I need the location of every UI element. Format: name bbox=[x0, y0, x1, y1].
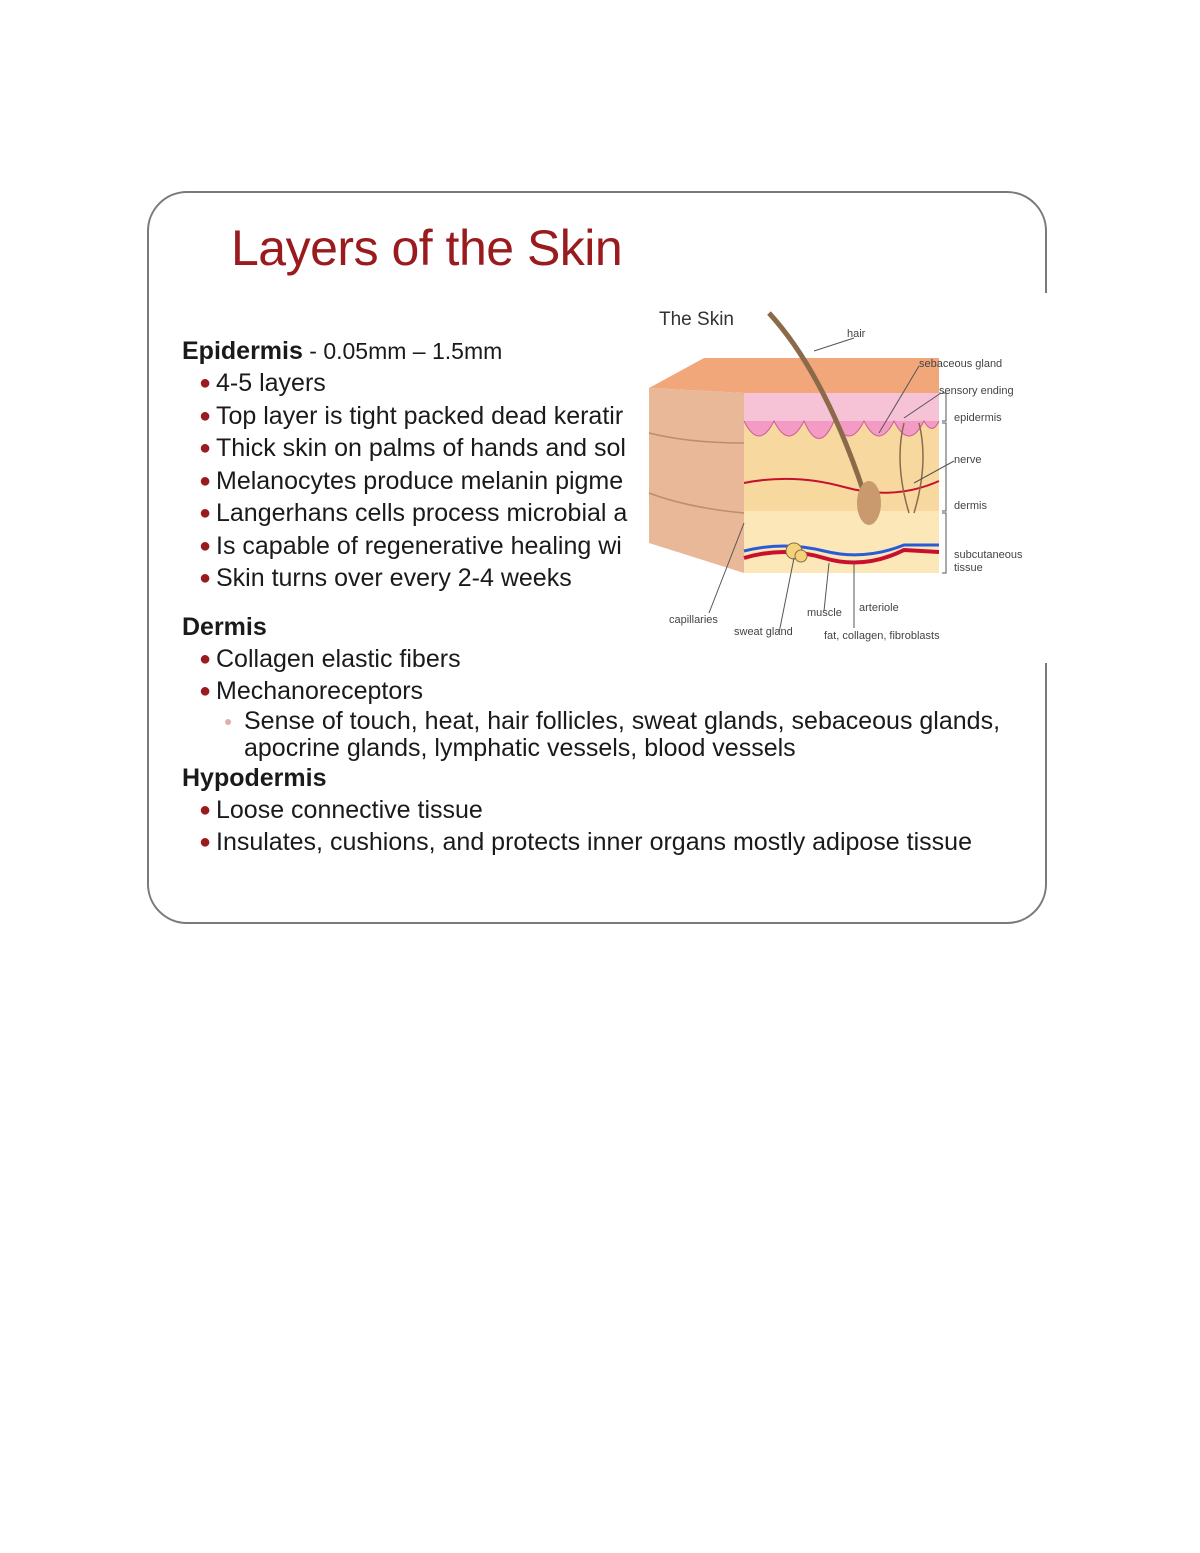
label-sensory-ending: sensory ending bbox=[939, 385, 1014, 397]
slide-title: Layers of the Skin bbox=[231, 220, 623, 276]
sub-bullet-icon: ● bbox=[224, 712, 233, 729]
section-heading-hypodermis: Hypodermis bbox=[182, 763, 327, 792]
label-arteriole: arteriole bbox=[859, 602, 899, 614]
sub-list-item-text: Sense of touch, heat, hair follicles, sweat glands, sebaceous glands, apocrine glands, lymphatic vessels, blood vessels bbox=[244, 706, 1001, 762]
bullet-icon: ● bbox=[199, 798, 212, 821]
label-tissue: tissue bbox=[954, 562, 983, 574]
diagram-title: The Skin bbox=[659, 309, 734, 330]
label-dermis: dermis bbox=[954, 500, 988, 512]
label-subcutaneous: subcutaneous bbox=[954, 549, 1023, 561]
skin-cross-section-illustration bbox=[649, 293, 1049, 663]
bullet-icon: ● bbox=[199, 647, 212, 670]
skin-side-face bbox=[649, 388, 744, 573]
sub-list-item bbox=[224, 706, 1022, 762]
list-item-text: Insulates, cushions, and protects inner organs mostly adipose tissue bbox=[216, 828, 972, 856]
label-hair: hair bbox=[847, 328, 866, 340]
list-item-text: Thick skin on palms of hands and sol bbox=[216, 434, 626, 462]
list-item-text: Skin turns over every 2-4 weeks bbox=[216, 564, 572, 592]
dermis-sublist-wrap bbox=[182, 708, 1022, 762]
label-fat-collagen-fibroblasts: fat, collagen, fibroblasts bbox=[824, 630, 940, 642]
epidermis-heading: Epidermis bbox=[182, 337, 303, 365]
list-item bbox=[199, 675, 1022, 708]
skin-top-face bbox=[649, 358, 939, 393]
skin-diagram bbox=[649, 293, 1049, 663]
bullet-icon: ● bbox=[199, 680, 212, 702]
list-item-text: Top layer is tight packed dead keratir bbox=[216, 401, 624, 430]
label-epidermis: epidermis bbox=[954, 412, 1002, 424]
list-item-text: Melanocytes produce melanin pigme bbox=[216, 466, 624, 495]
section-heading-dermis: Dermis bbox=[182, 612, 267, 641]
list-item bbox=[199, 826, 1022, 859]
list-item-text: Collagen elastic fibers bbox=[216, 644, 461, 673]
list-item-text: Mechanoreceptors bbox=[216, 677, 424, 705]
bullet-icon: ● bbox=[199, 437, 212, 459]
dermis-sublist bbox=[216, 708, 1022, 762]
list-item-text: Loose connective tissue bbox=[216, 795, 483, 824]
bullet-icon: ● bbox=[199, 567, 212, 589]
list-item-text: 4-5 layers bbox=[216, 369, 326, 397]
hypodermis-list bbox=[182, 794, 1022, 859]
bullet-icon: ● bbox=[199, 404, 212, 427]
label-sebaceous-gland: sebaceous gland bbox=[919, 358, 1003, 370]
list-item-text: Langerhans cells process microbial a bbox=[216, 499, 628, 527]
label-nerve: nerve bbox=[954, 454, 982, 466]
label-capillaries: capillaries bbox=[669, 614, 718, 626]
epidermis-thickness: - 0.05mm – 1.5mm bbox=[302, 338, 503, 364]
bullet-icon: ● bbox=[199, 831, 212, 853]
bullet-icon: ● bbox=[199, 534, 212, 557]
bullet-icon: ● bbox=[199, 372, 212, 394]
label-sweat-gland: sweat gland bbox=[734, 626, 793, 638]
slide bbox=[147, 191, 1047, 924]
epidermis-layer bbox=[744, 393, 939, 421]
bullet-icon: ● bbox=[199, 469, 212, 492]
bullet-icon: ● bbox=[199, 502, 212, 524]
list-item-text: Is capable of regenerative healing wi bbox=[216, 531, 622, 560]
list-item bbox=[199, 794, 1022, 827]
label-muscle: muscle bbox=[807, 607, 842, 619]
